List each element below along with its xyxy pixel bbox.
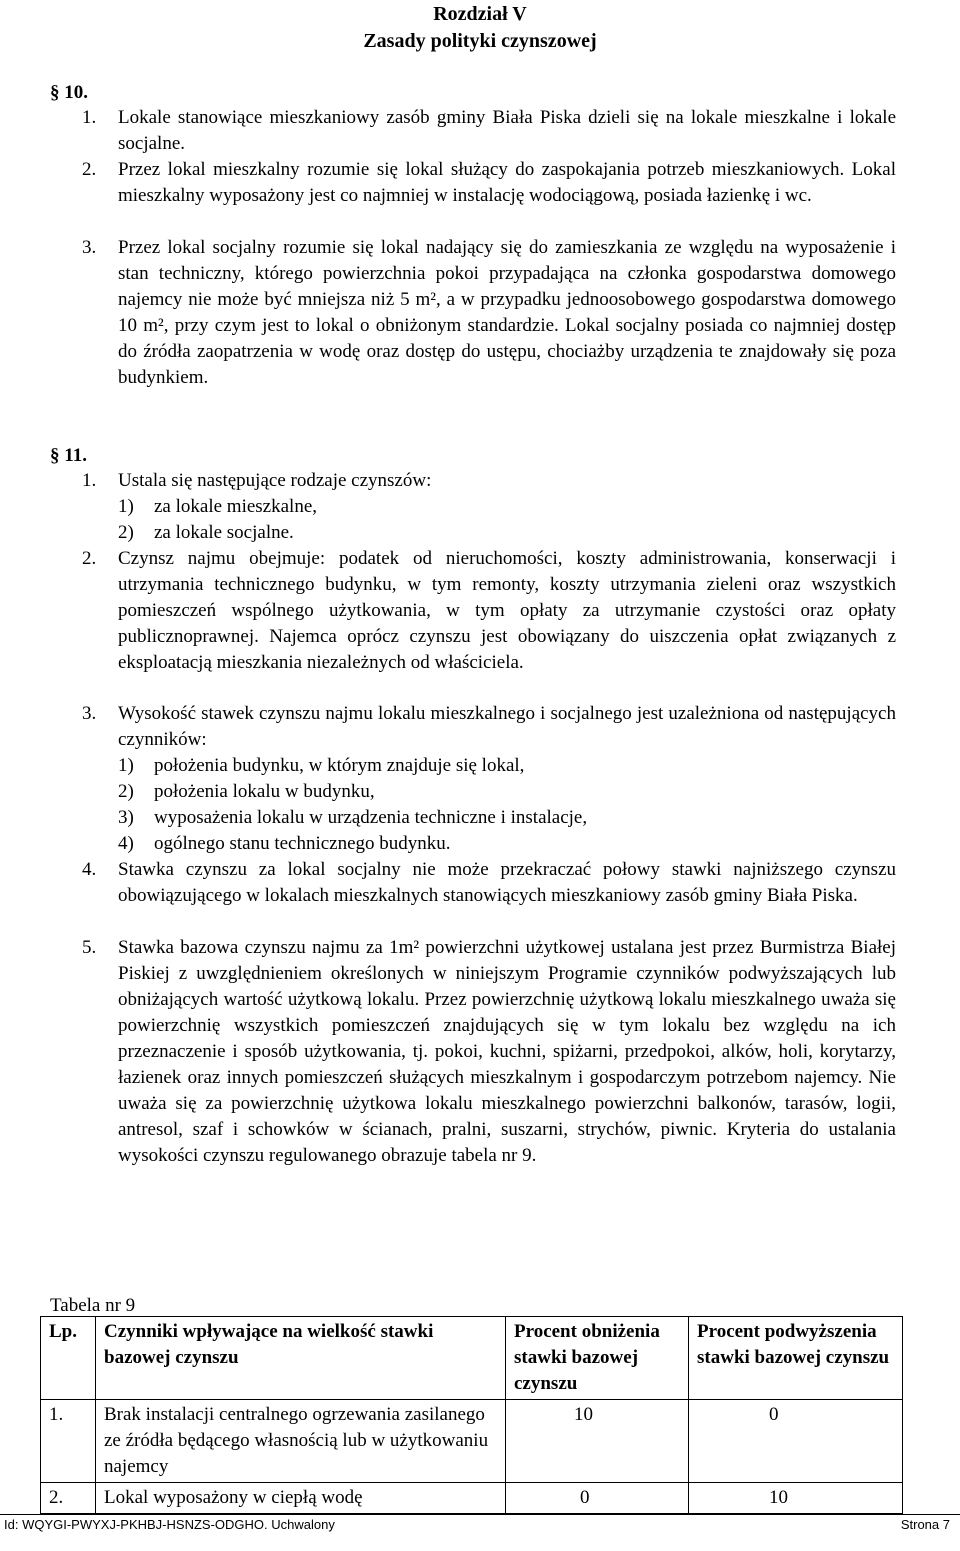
table-caption: Tabela nr 9 (50, 1295, 136, 1316)
header-cell: Czynniki wpływające na wielkość stawki bazowej czynszu (96, 1317, 506, 1400)
list-item (82, 157, 896, 209)
item-number: 1. (82, 470, 97, 491)
chapter-title: Zasady polityki czynszowej (363, 30, 597, 52)
table-cell: Lokal wyposażony w ciepłą wodę (96, 1483, 506, 1514)
item-number: 2. (82, 548, 97, 569)
header-cell: Lp. (41, 1317, 96, 1400)
table-cell: Brak instalacji centralnego ogrzewania zasilanego ze źródła będącego własnością lub w użytkowaniu najemcy (96, 1400, 506, 1483)
list-item (82, 468, 896, 494)
table-row (41, 1483, 903, 1514)
item-number: 4. (82, 859, 97, 880)
table-cell: 10 (506, 1400, 689, 1483)
page-footer (0, 1514, 960, 1535)
item-number: 5. (82, 937, 97, 958)
item-text: Wysokość stawek czynszu najmu lokalu mieszkalnego i socjalnego jest uzależniona od następujących czynników: (118, 703, 896, 750)
list-item (82, 701, 896, 753)
item-text: Czynsz najmu obejmuje: podatek od nieruchomości, koszty administrowania, konserwacji i utrzymania technicznego budynku, w tym remonty, koszty utrzymania zieleni oraz wszystkich pomieszczeń wspólnego użytkowania, w tym opłaty za utrzymanie czystości oraz opłaty publicznoprawnej. Najemca oprócz czynszu jest obowiązany do uiszczenia opłat związanych z eksploatacją mieszkania niezależnych od właściciela. (118, 548, 896, 673)
item-number: 1. (82, 107, 97, 128)
list-item (82, 857, 896, 909)
list-item (82, 105, 896, 157)
list-item (82, 935, 896, 1169)
table-cell: 0 (506, 1483, 689, 1514)
header-cell: Procent podwyższenia stawki bazowej czynszu (689, 1317, 903, 1400)
section-label: § 10. (50, 82, 88, 103)
table-row (41, 1400, 903, 1483)
table-cell: 0 (689, 1400, 903, 1483)
item-number: 2. (82, 159, 97, 180)
criteria-table (40, 1316, 903, 1514)
list-item (82, 546, 896, 676)
section-label: § 11. (50, 445, 87, 466)
item-text: Stawka bazowa czynszu najmu za 1m² powierzchni użytkowej ustalana jest przez Burmistrza Białej Piskiej z uwzględnieniem określonych w niniejszym Programie czynników podwyższających lub obniżających wartość użytkową lokalu. Przez powierzchnię użytkową lokalu mieszkalnego uważa się powierzchnię wszystkich pomieszczeń znajdujących się w tym lokalu bez względu na ich przeznaczenie i sposób użytkowania, tj. pokoi, kuchni, spiżarni, przedpokoi, alków, holi, korytarzy, łazienek oraz innych pomieszczeń służących mieszkalnym i gospodarczym potrzebom najemcy. Nie uważa się za powierzchnię użytkowa lokalu mieszkalnego powierzchni balkonów, tarasów, logii, antresol, szaf i schowków w ścianach, pralni, suszarni, strychów, piwnic. Kryteria do ustalania wysokości czynszu regulowanego obrazuje tabela nr 9. (118, 937, 896, 1166)
item-text: Przez lokal socjalny rozumie się lokal nadający się do zamieszkania ze względu na wyposażenie i stan techniczny, którego powierzchnia pokoi przypadająca na członka gospodarstwa domowego najemcy nie może być mniejsza niż 5 m², a w przypadku jednoosobowego gospodarstwa domowego 10 m², przy czym jest to lokal o obniżonym standardzie. Lokal socjalny posiada co najmniej dostęp do źródła zaopatrzenia w wodę oraz dostęp do ustępu, chociażby urządzenia te znajdowały się poza budynkiem. (118, 237, 896, 388)
chapter-number: Rozdział V (433, 3, 527, 25)
page-number: Strona 7 (900, 1517, 950, 1532)
item-number: 3. (82, 703, 97, 724)
header-cell: Procent obniżenia stawki bazowej czynszu (506, 1317, 689, 1400)
item-text: Stawka czynszu za lokal socjalny nie może przekraczać połowy stawki najniższego czynszu obowiązującego w lokalach mieszkalnych stanowiących mieszkaniowy zasób gminy Biała Piska. (118, 859, 896, 906)
item-text: Lokale stanowiące mieszkaniowy zasób gminy Biała Piska dzieli się na lokale mieszkalne i lokale socjalne. (118, 107, 896, 154)
table-cell: 2. (41, 1483, 96, 1514)
list-item (82, 235, 896, 391)
document-id: Id: WQYGI-PWYXJ-PKHBJ-HSNZS-ODGHO. Uchwalony (4, 1517, 335, 1532)
table-cell: 1. (41, 1400, 96, 1483)
table-cell: 10 (689, 1483, 903, 1514)
item-number: 3. (82, 237, 97, 258)
table-header-row (41, 1317, 903, 1400)
item-text: Przez lokal mieszkalny rozumie się lokal służący do zaspokajania potrzeb mieszkaniowych. Lokal mieszkalny wyposażony jest co najmniej w instalację wodociągową, posiada łazienkę i wc. (118, 159, 896, 206)
item-text: Ustala się następujące rodzaje czynszów: (118, 470, 432, 491)
